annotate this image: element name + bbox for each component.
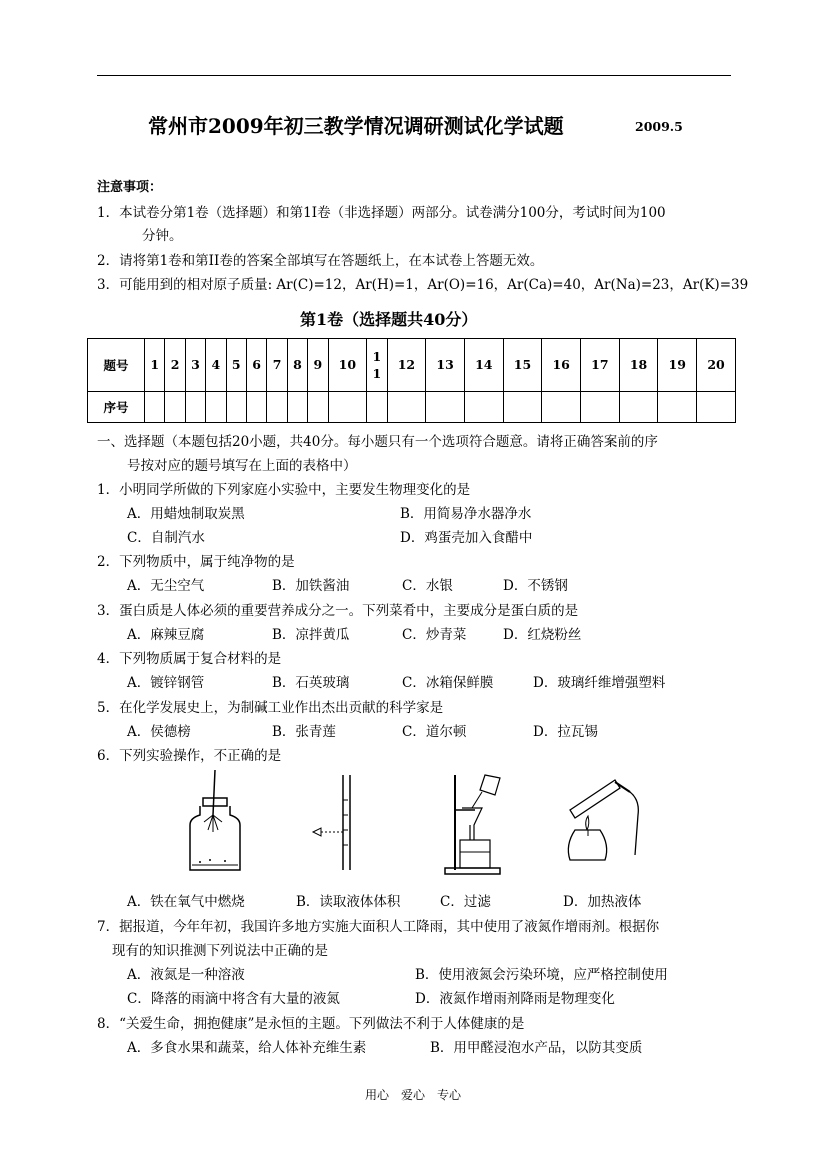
header-rule — [97, 75, 731, 76]
question-number-cell: 8 — [287, 339, 307, 392]
notes-heading: 注意事项： — [97, 180, 163, 195]
answer-cell[interactable] — [387, 392, 426, 423]
option: A．无尘空气 — [127, 578, 205, 594]
question-number-cell: 3 — [185, 339, 205, 392]
question-number-cell: 16 — [542, 339, 581, 392]
option: A．液氮是一种溶液 — [127, 967, 245, 983]
question-number-cell: 7 — [267, 339, 287, 392]
question-number-cell: 17 — [581, 339, 620, 392]
answer-cell[interactable] — [246, 392, 266, 423]
part1-intro: 一、选择题（本题包括20小题，共40分。每小题只有一个选项符合题意。请将正确答案前的序 — [97, 434, 658, 450]
question-number-cell: 10 — [328, 339, 367, 392]
question-stem: 现有的知识推测下列说法中正确的是 — [112, 943, 328, 959]
question-number-cell: 18 — [619, 339, 658, 392]
option: A．多食水果和蔬菜，给人体补充维生素 — [127, 1040, 367, 1056]
option: A．麻辣豆腐 — [127, 627, 205, 643]
answer-cell[interactable] — [542, 392, 581, 423]
question-number-cell: 20 — [697, 339, 736, 392]
answer-cell[interactable] — [267, 392, 287, 423]
option: D．液氮作增雨剂降雨是物理变化 — [415, 991, 615, 1007]
answer-cell[interactable] — [185, 392, 205, 423]
page-footer: 用心 爱心 专心 — [365, 1088, 462, 1102]
question-number-cell: 12 — [387, 339, 426, 392]
table-row-label: 序号 — [88, 392, 145, 423]
option: D．拉瓦锡 — [533, 724, 598, 740]
part1-intro: 号按对应的题号填写在上面的表格中） — [127, 458, 357, 474]
note-item: 3．可能用到的相对原子质量: Ar(C)=12，Ar(H)=1，Ar(O)=16，Ar(Ca)=40，Ar(Na)=23，Ar(K)=39 — [97, 277, 749, 293]
graduated-cylinder-figure — [295, 770, 375, 880]
option: C．水银 — [402, 578, 453, 594]
question-number-cell: 15 — [503, 339, 542, 392]
answer-cell[interactable] — [226, 392, 246, 423]
option: D．不锈钢 — [503, 578, 568, 594]
option: A．用蜡烛制取炭黑 — [127, 506, 245, 522]
note-item: 1．本试卷分第1卷（选择题）和第1I卷（非选择题）两部分。试卷满分100分，考试时间为100 — [97, 205, 666, 221]
option: C．自制汽水 — [127, 530, 205, 546]
answer-table — [87, 338, 736, 423]
answer-cell[interactable] — [328, 392, 367, 423]
answer-cell[interactable] — [426, 392, 465, 423]
question-stem: 6．下列实验操作，不正确的是 — [97, 748, 282, 764]
question-number-cell: 1 — [145, 339, 165, 392]
question-number-cell: 19 — [658, 339, 697, 392]
option: C．过滤 — [440, 894, 491, 910]
option: B．使用液氮会污染环境，应严格控制使用 — [415, 967, 668, 983]
question-number-cell: 13 — [426, 339, 465, 392]
option: A．侯德榜 — [127, 724, 191, 740]
answer-cell[interactable] — [308, 392, 328, 423]
answer-cell[interactable] — [287, 392, 307, 423]
answer-cell[interactable] — [619, 392, 658, 423]
option: B．读取液体体积 — [296, 894, 401, 910]
answer-cell[interactable] — [503, 392, 542, 423]
question-stem: 7．据报道，今年年初，我国许多地方实施大面积人工降雨，其中使用了液氮作增雨剂。根据你 — [97, 919, 660, 935]
section-title: 第1卷（选择题共40分） — [300, 310, 478, 329]
question-number-cell: 5 — [226, 339, 246, 392]
option: D．玻璃纤维增强塑料 — [533, 675, 666, 691]
option: C．道尔顿 — [402, 724, 467, 740]
option: B．用甲醛浸泡水产品，以防其变质 — [430, 1040, 643, 1056]
answer-cell[interactable] — [697, 392, 736, 423]
question-number-cell: 6 — [246, 339, 266, 392]
question-stem: 2．下列物质中，属于纯净物的是 — [97, 554, 295, 570]
question-number-cell: 2 — [165, 339, 185, 392]
option: B．张青莲 — [272, 724, 336, 740]
answer-cell[interactable] — [367, 392, 387, 423]
page-title: 常州市2009年初三教学情况调研测试化学试题 — [148, 114, 564, 138]
filtration-figure — [440, 770, 520, 880]
question-number-cell: 14 — [464, 339, 503, 392]
note-item: 分钟。 — [142, 228, 183, 244]
question-stem: 4．下列物质属于复合材料的是 — [97, 651, 282, 667]
option: C．降落的雨滴中将含有大量的液氮 — [127, 991, 340, 1007]
question-stem: 3．蛋白质是人体必须的重要营养成分之一。下列菜肴中，主要成分是蛋白质的是 — [97, 603, 579, 619]
option: D．鸡蛋壳加入食醋中 — [400, 530, 533, 546]
exam-date: 2009.5 — [635, 119, 683, 134]
option: C．炒青菜 — [402, 627, 467, 643]
note-item: 2．请将第1卷和第II卷的答案全部填写在答题纸上，在本试卷上答题无效。 — [97, 253, 544, 269]
option: D．红烧粉丝 — [503, 627, 582, 643]
option: B．凉拌黄瓜 — [272, 627, 350, 643]
iron-burning-figure — [180, 770, 250, 880]
question-stem: 8．“关爱生命，拥抱健康”是永恒的主题。下列做法不利于人体健康的是 — [97, 1016, 525, 1032]
table-row-label: 题号 — [88, 339, 145, 392]
question-number-cell: 9 — [308, 339, 328, 392]
question-stem: 1．小明同学所做的下列家庭小实验中，主要发生物理变化的是 — [97, 482, 471, 498]
option: B．用简易净水器净水 — [400, 506, 532, 522]
answer-cell[interactable] — [581, 392, 620, 423]
option: C．冰箱保鲜膜 — [402, 675, 494, 691]
answer-cell[interactable] — [145, 392, 165, 423]
answer-cell[interactable] — [165, 392, 185, 423]
question-stem: 5．在化学发展史上，为制碱工业作出杰出贡献的科学家是 — [97, 700, 444, 716]
question-number-cell: 4 — [206, 339, 226, 392]
answer-cell[interactable] — [206, 392, 226, 423]
option: A．铁在氧气中燃烧 — [127, 894, 245, 910]
answer-cell[interactable] — [658, 392, 697, 423]
question-number-cell: 1 1 — [367, 339, 387, 392]
answer-cell[interactable] — [464, 392, 503, 423]
heating-liquid-figure — [560, 770, 650, 880]
option: B．加铁酱油 — [272, 578, 350, 594]
option: B．石英玻璃 — [272, 675, 350, 691]
option: D．加热液体 — [563, 894, 642, 910]
option: A．镀锌钢管 — [127, 675, 205, 691]
